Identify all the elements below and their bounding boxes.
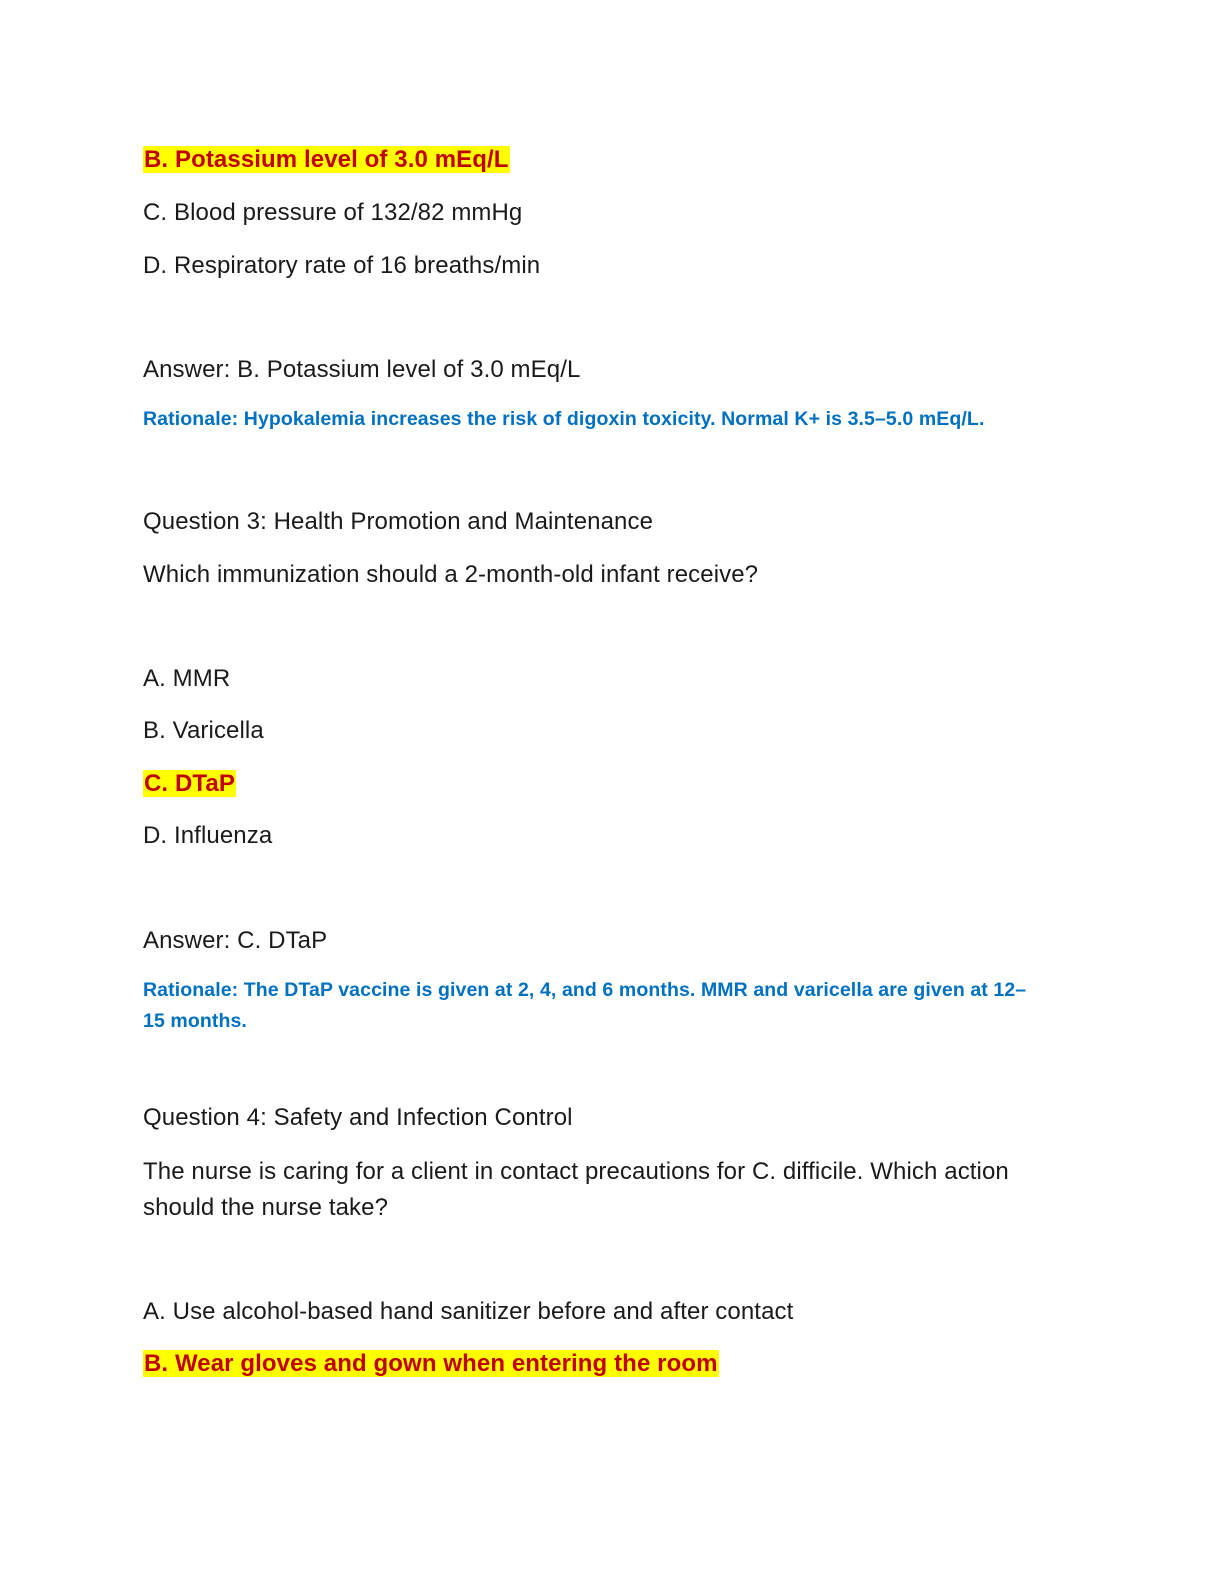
q2-option-d: D. Respiratory rate of 16 breaths/min [143, 252, 541, 279]
q4-option-a: A. Use alcohol-based hand sanitizer before and after contact [143, 1298, 794, 1325]
q4-heading: Question 4: Safety and Infection Control [143, 1104, 573, 1131]
q3-option-d: D. Influenza [143, 822, 273, 849]
q2-option-c: C. Blood pressure of 132/82 mmHg [143, 199, 523, 226]
q4-option-b-correct: B. Wear gloves and gown when entering the room [144, 1350, 718, 1377]
q3-option-a: A. MMR [143, 665, 231, 692]
q3-heading: Question 3: Health Promotion and Maintenance [143, 508, 654, 535]
q3-answer: Answer: C. DTaP [143, 927, 328, 954]
q3-rationale: Rationale: The DTaP vaccine is given at 2, 4, and 6 months. MMR and varicella are given at 12–15 months. [143, 979, 1027, 1032]
q2-option-b-line [143, 145, 510, 175]
q3-question: Which immunization should a 2-month-old infant receive? [143, 561, 759, 588]
q4-option-b-line [143, 1349, 719, 1379]
q2-option-b-correct: B. Potassium level of 3.0 mEq/L [144, 146, 509, 173]
q3-option-c-correct: C. DTaP [144, 770, 235, 797]
q4-question: The nurse is caring for a client in contact precautions for C. difficile. Which action should the nurse take? [143, 1158, 1009, 1221]
q2-rationale: Rationale: Hypokalemia increases the risk of digoxin toxicity. Normal K+ is 3.5–5.0 mEq/L. [143, 408, 985, 430]
q2-answer: Answer: B. Potassium level of 3.0 mEq/L [143, 356, 581, 383]
q3-option-b: B. Varicella [143, 717, 264, 744]
q3-option-c-line [143, 769, 236, 799]
